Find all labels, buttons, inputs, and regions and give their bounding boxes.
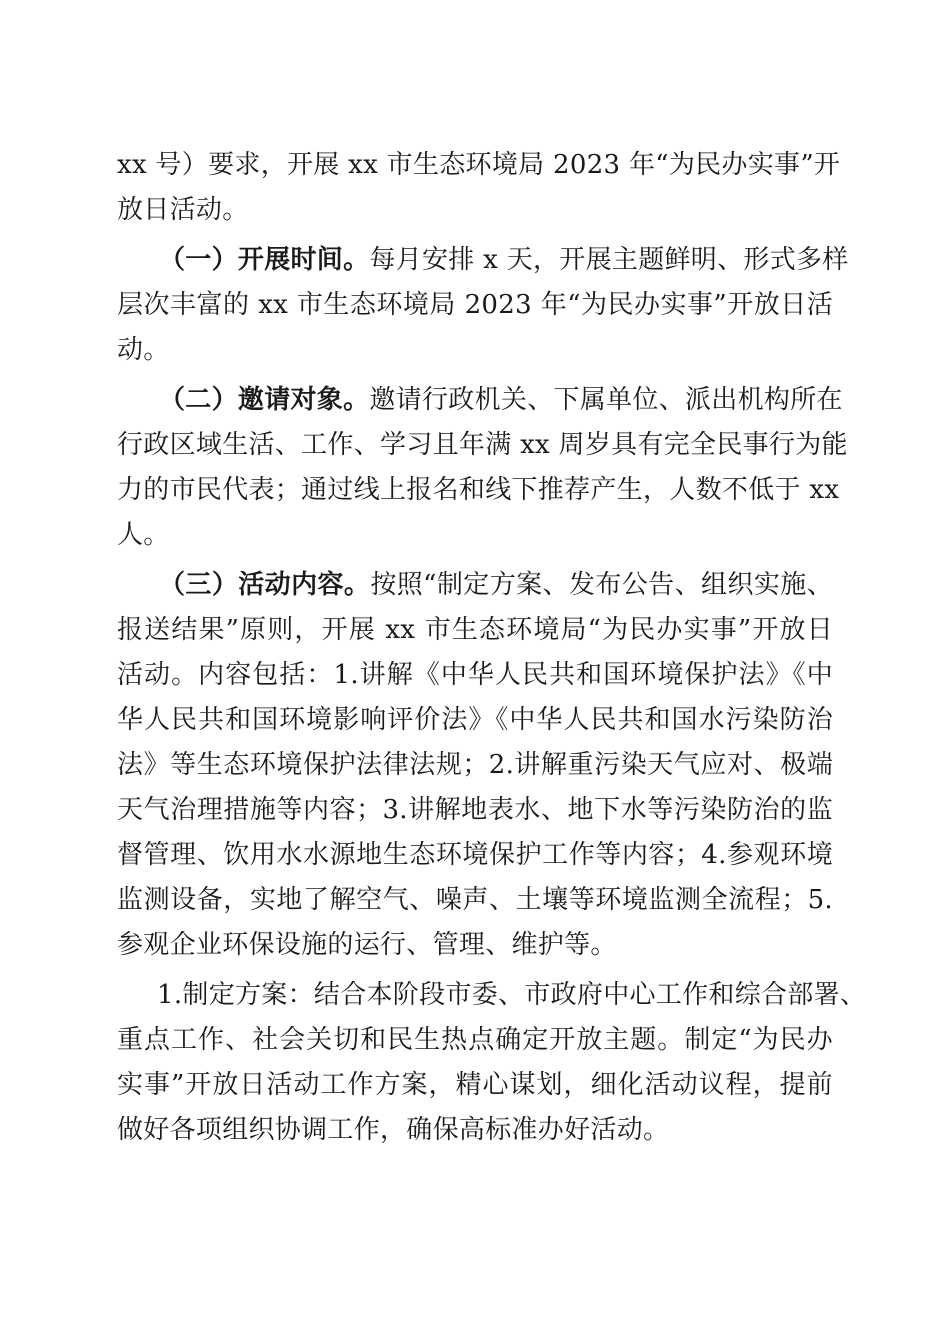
text-line: [117, 563, 833, 608]
section-text: 邀请行政机关、下属单位、派出机构所在: [369, 385, 843, 415]
text-line: 实事”开放日活动工作方案，精心谋划，细化活动议程，提前: [117, 1070, 833, 1100]
text-line: 华人民共和国环境影响评价法》《中华人民共和国水污染防治: [117, 705, 833, 735]
text-line: 重点工作、社会关切和民生热点确定开放主题。制定“为民办: [117, 1025, 833, 1055]
paragraph-intro: [117, 143, 841, 233]
paragraph-section-2: [117, 378, 848, 558]
text-line: 活动。内容包括：1.讲解《中华人民共和国环境保护法》《中: [117, 660, 833, 690]
paragraph-section-1: [117, 238, 849, 373]
section-heading: （二）邀请对象。: [159, 385, 370, 415]
text-line: 法》等生态环境保护法律法规；2.讲解重污染天气应对、极端: [117, 750, 833, 780]
text-line: 力的市民代表；通过线上报名和线下推荐产生，人数不低于 xx: [117, 475, 840, 505]
section-text: 按照“制定方案、发布公告、组织实施、: [370, 570, 833, 600]
text-line: 行政区域生活、工作、学习且年满 xx 周岁具有完全民事行为能: [117, 430, 848, 460]
paragraph-section-3: [117, 563, 833, 968]
text-line: 监测设备，实地了解空气、噪声、土壤等环境监测全流程；5.: [117, 885, 833, 915]
text-line: 放日活动。: [117, 195, 249, 225]
text-line: [117, 378, 843, 423]
text-line: 动。: [117, 335, 170, 365]
text-line: 天气治理措施等内容；3.讲解地表水、地下水等污染防治的监: [117, 795, 833, 825]
section-heading: （一）开展时间。: [159, 245, 370, 275]
text-line: [117, 238, 849, 283]
text-line: xx 号）要求，开展 xx 市生态环境局 2023 年“为民办实事”开: [117, 150, 841, 180]
text-line: 参观企业环保设施的运行、管理、维护等。: [117, 930, 617, 960]
text-line: 做好各项组织协调工作，确保高标准办好活动。: [117, 1115, 670, 1145]
text-line: 督管理、饮用水水源地生态环境保护工作等内容；4.参观环境: [117, 840, 833, 870]
text-line: 层次丰富的 xx 市生态环境局 2023 年“为民办实事”开放日活: [117, 290, 833, 320]
text-line: 人。: [117, 520, 170, 550]
section-heading: （三）活动内容。: [159, 570, 371, 600]
text-line: 报送结果”原则，开展 xx 市生态环境局“为民办实事”开放日: [117, 615, 833, 645]
document-body: [117, 143, 867, 1153]
paragraph-item-1: [117, 973, 867, 1153]
text-line: 1.制定方案：结合本阶段市委、市政府中心工作和综合部署、: [157, 980, 867, 1010]
section-text: 每月安排 x 天，开展主题鲜明、形式多样: [369, 245, 849, 275]
